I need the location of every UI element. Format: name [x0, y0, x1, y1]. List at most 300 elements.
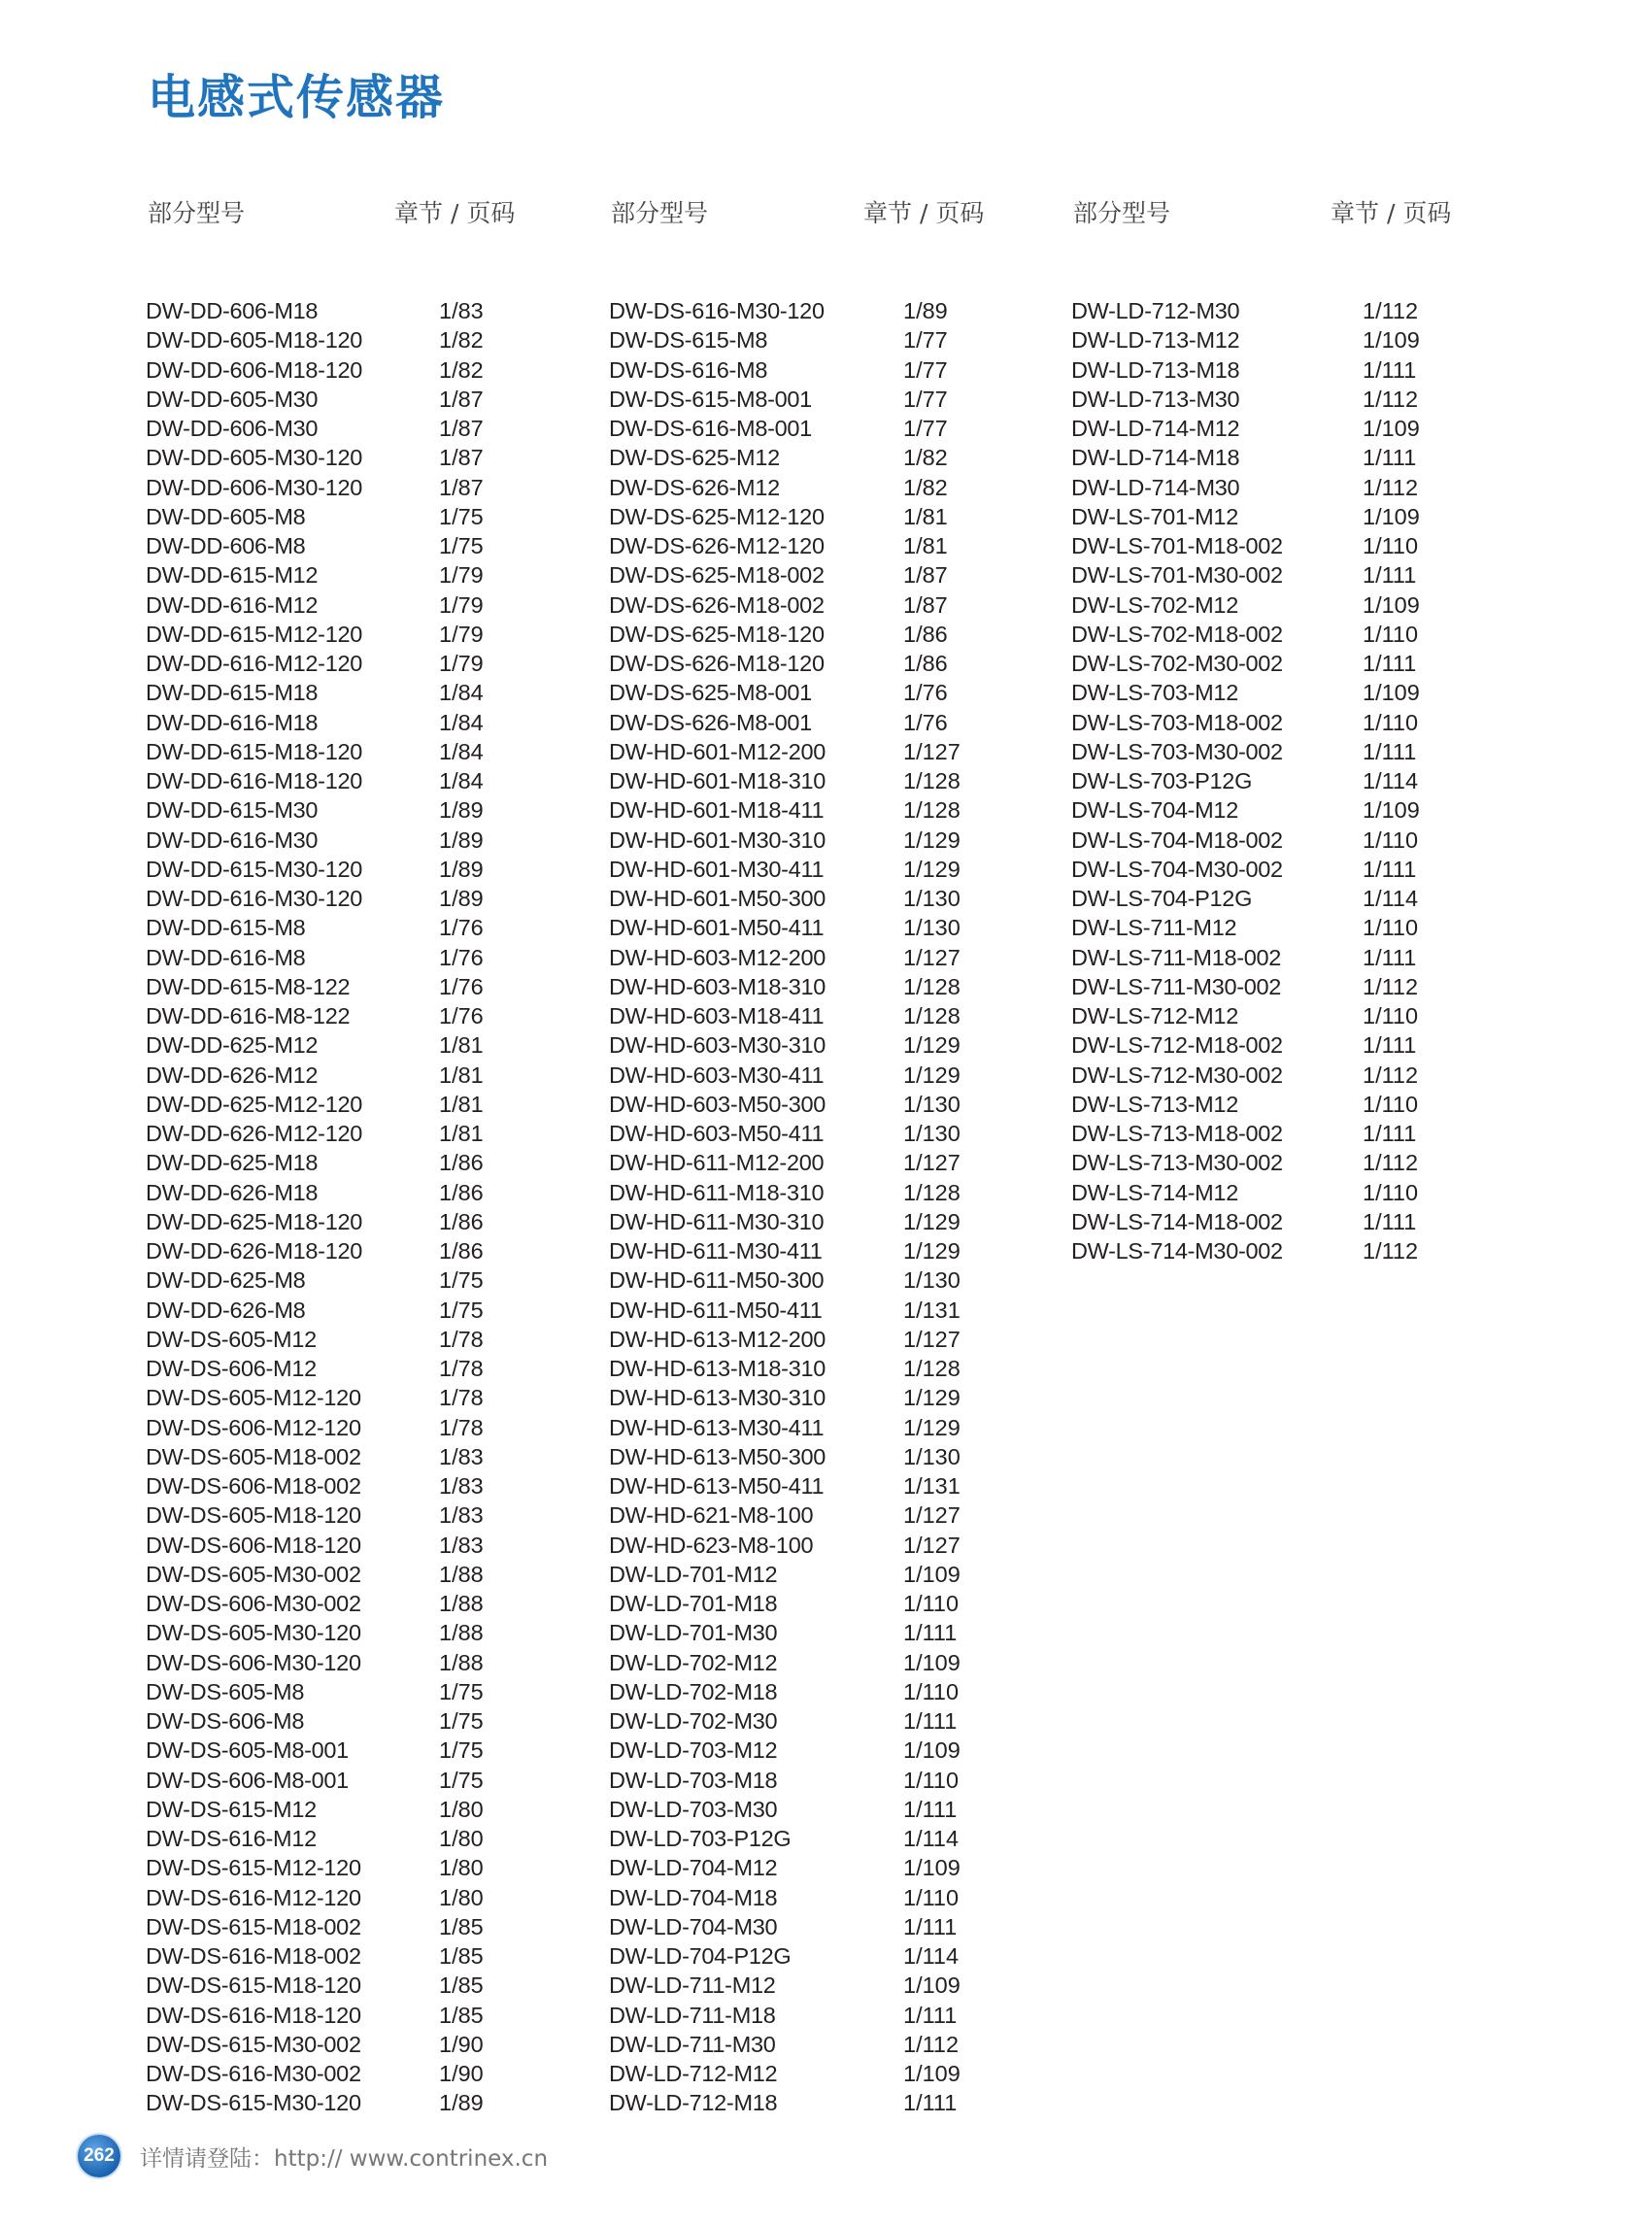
- part-number: DW-DD-605-M18-120: [146, 327, 363, 354]
- page-reference: 1/111: [903, 1620, 958, 1646]
- part-number: DW-DS-615-M12-120: [146, 1855, 361, 1881]
- page-reference: 1/109: [903, 1561, 961, 1587]
- page-reference: 1/111: [1363, 651, 1417, 676]
- part-number: DW-DD-625-M8: [146, 1267, 306, 1294]
- page-reference: 1/111: [1363, 944, 1417, 970]
- part-number: DW-DD-625-M18: [146, 1150, 319, 1176]
- part-number: DW-DD-616-M8-122: [146, 1003, 351, 1028]
- page-number-badge: 262: [78, 2135, 120, 2177]
- page-reference: 1/88: [439, 1649, 484, 1675]
- part-number: DW-DS-605-M18-002: [146, 1443, 361, 1469]
- part-number: DW-HD-613-M50-411: [609, 1473, 825, 1499]
- page-reference: 1/76: [439, 1003, 484, 1028]
- page-reference: 1/130: [903, 1443, 961, 1469]
- part-number: DW-HD-601-M30-310: [609, 826, 826, 853]
- page-reference: 1/128: [903, 1003, 961, 1028]
- part-number: DW-DS-606-M12-120: [146, 1414, 361, 1440]
- part-number: DW-HD-601-M12-200: [609, 738, 826, 764]
- page-reference: 1/79: [439, 621, 484, 647]
- part-number: DW-DD-616-M30: [146, 826, 319, 853]
- part-number: DW-LD-704-M30: [609, 1913, 778, 1939]
- page-reference: 1/75: [439, 1737, 484, 1764]
- page-reference: 1/83: [439, 1443, 484, 1469]
- page-reference: 1/89: [439, 856, 484, 882]
- page-reference: 1/79: [439, 591, 484, 618]
- page-reference: 1/110: [1363, 826, 1419, 853]
- part-number: DW-LS-713-M12: [1071, 1091, 1238, 1117]
- page-reference: 1/110: [903, 1767, 960, 1793]
- page-reference: 1/83: [439, 298, 484, 323]
- page-reference: 1/75: [439, 1297, 484, 1323]
- page-reference: 1/129: [903, 1062, 961, 1088]
- part-number: DW-LD-713-M12: [1071, 327, 1240, 354]
- part-number: DW-DD-625-M12-120: [146, 1091, 363, 1117]
- part-number: DW-DD-626-M12-120: [146, 1121, 363, 1146]
- part-number: DW-DS-606-M30-002: [146, 1591, 361, 1616]
- part-number: DW-LS-702-M18-002: [1071, 621, 1283, 647]
- page-reference: 1/111: [903, 1913, 958, 1939]
- page-reference: 1/111: [1363, 1208, 1417, 1234]
- page-reference: 1/109: [1363, 503, 1420, 529]
- page-reference: 1/112: [903, 2031, 960, 2057]
- part-number: DW-HD-601-M18-310: [609, 768, 826, 793]
- part-number: DW-LD-713-M30: [1071, 386, 1240, 412]
- part-number: DW-DS-615-M12: [146, 1796, 317, 1822]
- part-number: DW-LS-703-M12: [1071, 680, 1238, 706]
- page-reference: 1/114: [1363, 886, 1419, 911]
- part-number: DW-LD-703-M12: [609, 1737, 778, 1764]
- part-number: DW-HD-613-M12-200: [609, 1326, 826, 1352]
- part-number: DW-LD-714-M30: [1071, 474, 1240, 500]
- page-reference: 1/109: [903, 1972, 961, 1999]
- part-number: DW-LD-714-M12: [1071, 416, 1240, 441]
- page-reference: 1/111: [1363, 445, 1417, 471]
- page-reference: 1/111: [1363, 1121, 1417, 1146]
- page-reference: 1/111: [1363, 856, 1417, 882]
- part-number: DW-DS-605-M18-120: [146, 1502, 361, 1529]
- part-number: DW-DD-605-M30-120: [146, 445, 363, 471]
- page-reference: 1/129: [903, 826, 961, 853]
- page-reference: 1/128: [903, 1179, 961, 1205]
- page-reference: 1/87: [439, 386, 484, 412]
- part-number: DW-DD-626-M12: [146, 1062, 319, 1088]
- part-number: DW-DD-615-M18-120: [146, 738, 363, 764]
- footer: [78, 2135, 548, 2177]
- page-reference: 1/110: [1363, 709, 1419, 735]
- part-number: DW-HD-621-M8-100: [609, 1502, 814, 1529]
- page-reference: 1/127: [903, 944, 961, 970]
- part-number: DW-LS-712-M12: [1071, 1003, 1238, 1028]
- page-reference: 1/130: [903, 1091, 961, 1117]
- part-number: DW-LD-701-M30: [609, 1620, 778, 1646]
- page-reference: 1/110: [1363, 1091, 1419, 1117]
- page-reference: 1/82: [903, 445, 948, 471]
- page-reference: 1/127: [903, 738, 961, 764]
- part-number: DW-LD-704-M18: [609, 1884, 778, 1910]
- page-reference: 1/80: [439, 1826, 484, 1851]
- part-number: DW-DS-605-M30-002: [146, 1561, 361, 1587]
- part-number: DW-LD-704-M12: [609, 1855, 778, 1881]
- page-reference: 1/128: [903, 973, 961, 999]
- page-reference: 1/88: [439, 1561, 484, 1587]
- part-number-header: 部分型号: [148, 199, 246, 227]
- page-reference: 1/84: [439, 768, 484, 793]
- part-number: DW-DS-616-M8-001: [609, 416, 812, 441]
- page-reference: 1/81: [439, 1062, 484, 1088]
- part-number: DW-HD-613-M50-300: [609, 1443, 826, 1469]
- part-number: DW-LS-703-M18-002: [1071, 709, 1283, 735]
- page-reference: 1/76: [439, 973, 484, 999]
- page-reference: 1/82: [439, 356, 484, 383]
- part-number: DW-DS-616-M12-120: [146, 1884, 361, 1910]
- part-number: DW-HD-623-M8-100: [609, 1532, 814, 1558]
- page-reference: 1/109: [1363, 797, 1420, 824]
- part-number: DW-LD-702-M12: [609, 1649, 778, 1675]
- page-reference: 1/75: [439, 533, 484, 558]
- part-number: DW-DS-626-M18-120: [609, 651, 825, 676]
- page-reference: 1/76: [439, 915, 484, 941]
- page-reference: 1/89: [439, 2090, 484, 2116]
- part-number: DW-DS-625-M12: [609, 445, 780, 471]
- page-reference: 1/109: [1363, 327, 1420, 354]
- part-number: DW-DD-606-M18-120: [146, 356, 363, 383]
- part-number: DW-LD-703-M18: [609, 1767, 778, 1793]
- page-reference: 1/78: [439, 1385, 484, 1411]
- part-number: DW-DD-615-M30: [146, 797, 319, 824]
- page-reference: 1/85: [439, 2002, 484, 2028]
- part-number: DW-DD-616-M18-120: [146, 768, 363, 793]
- part-number: DW-DD-615-M12-120: [146, 621, 363, 647]
- part-number: DW-DD-626-M18: [146, 1179, 319, 1205]
- part-number: DW-HD-601-M30-411: [609, 856, 825, 882]
- page-reference: 1/130: [903, 915, 961, 941]
- page-reference: 1/111: [903, 1708, 958, 1734]
- part-number: DW-DS-616-M30-002: [146, 2061, 361, 2086]
- page-reference: 1/112: [1363, 1150, 1419, 1176]
- part-number: DW-DD-615-M8-122: [146, 973, 351, 999]
- page-reference: 1/87: [439, 474, 484, 500]
- page-reference: 1/86: [439, 1208, 484, 1234]
- page-reference: 1/109: [903, 1737, 961, 1764]
- part-number: DW-LD-712-M12: [609, 2061, 778, 2086]
- part-number: DW-LS-702-M30-002: [1071, 651, 1283, 676]
- part-number: DW-HD-603-M30-310: [609, 1032, 826, 1059]
- page-reference: 1/79: [439, 651, 484, 676]
- part-number: DW-DS-605-M12: [146, 1326, 317, 1352]
- page-reference: 1/77: [903, 356, 948, 383]
- page-reference: 1/89: [439, 797, 484, 824]
- part-number: DW-LD-713-M18: [1071, 356, 1240, 383]
- page-reference: 1/77: [903, 327, 948, 354]
- part-number: DW-HD-603-M50-300: [609, 1091, 826, 1117]
- page-reference: 1/86: [439, 1238, 484, 1264]
- part-number: DW-DD-615-M30-120: [146, 856, 363, 882]
- page-reference: 1/109: [903, 1649, 961, 1675]
- page-reference: 1/130: [903, 1121, 961, 1146]
- part-number: DW-DD-605-M30: [146, 386, 319, 412]
- part-number: DW-LS-712-M30-002: [1071, 1062, 1283, 1088]
- page-reference: 1/76: [903, 709, 948, 735]
- part-number: DW-DS-625-M18-002: [609, 562, 825, 589]
- part-number: DW-LS-714-M30-002: [1071, 1238, 1283, 1264]
- page-reference: 1/81: [439, 1091, 484, 1117]
- part-number: DW-DS-606-M30-120: [146, 1649, 361, 1675]
- part-number: DW-DD-615-M12: [146, 562, 319, 589]
- page-reference: 1/76: [903, 680, 948, 706]
- page-reference: 1/130: [903, 1267, 961, 1294]
- page-reference: 1/130: [903, 886, 961, 911]
- part-number: DW-HD-603-M50-411: [609, 1121, 825, 1146]
- part-number: DW-HD-603-M18-310: [609, 973, 826, 999]
- part-number: DW-DD-616-M12-120: [146, 651, 363, 676]
- page-reference: 1/77: [903, 386, 948, 412]
- page-reference: 1/85: [439, 1943, 484, 1969]
- page-reference: 1/110: [903, 1591, 960, 1616]
- page-reference: 1/112: [1363, 1238, 1419, 1264]
- page-reference: 1/81: [903, 533, 948, 558]
- part-number: DW-LS-704-M18-002: [1071, 826, 1283, 853]
- page-reference: 1/109: [903, 1855, 961, 1881]
- part-number: DW-DD-626-M8: [146, 1297, 306, 1323]
- page-reference: 1/88: [439, 1620, 484, 1646]
- page-reference: 1/88: [439, 1591, 484, 1616]
- part-number: DW-LD-702-M30: [609, 1708, 778, 1734]
- part-number: DW-LS-711-M30-002: [1071, 973, 1282, 999]
- page-reference: 1/110: [1363, 915, 1419, 941]
- part-number: DW-HD-611-M12-200: [609, 1150, 825, 1176]
- part-number: DW-HD-611-M30-411: [609, 1238, 823, 1264]
- page-reference: 1/78: [439, 1356, 484, 1381]
- part-number: DW-DD-616-M18: [146, 709, 319, 735]
- page-reference: 1/75: [439, 1708, 484, 1734]
- page-reference: 1/79: [439, 562, 484, 589]
- part-number: DW-DS-606-M18-002: [146, 1473, 361, 1499]
- part-number: DW-LS-714-M12: [1071, 1179, 1238, 1205]
- part-number: DW-DS-626-M12-120: [609, 533, 825, 558]
- page-reference: 1/82: [903, 474, 948, 500]
- page-reference: 1/129: [903, 1385, 961, 1411]
- part-number: DW-HD-603-M30-411: [609, 1062, 825, 1088]
- page-reference: 1/129: [903, 1032, 961, 1059]
- part-number: DW-LS-702-M12: [1071, 591, 1238, 618]
- part-number: DW-HD-613-M18-310: [609, 1356, 826, 1381]
- part-number: DW-DS-616-M18-120: [146, 2002, 361, 2028]
- page-reference: 1/114: [903, 1826, 960, 1851]
- page-reference: 1/83: [439, 1502, 484, 1529]
- page-reference: 1/81: [439, 1121, 484, 1146]
- part-number: DW-DD-605-M8: [146, 503, 306, 529]
- part-number: DW-DS-615-M18-120: [146, 1972, 361, 1999]
- part-number: DW-DD-626-M18-120: [146, 1238, 363, 1264]
- page-reference: 1/86: [439, 1150, 484, 1176]
- page-reference: 1/85: [439, 1913, 484, 1939]
- page-reference: 1/89: [439, 886, 484, 911]
- part-number: DW-LD-704-P12G: [609, 1943, 792, 1969]
- page-reference: 1/110: [1363, 1003, 1419, 1028]
- part-number: DW-DS-626-M8-001: [609, 709, 812, 735]
- part-number: DW-DS-606-M8-001: [146, 1767, 349, 1793]
- page-reference: 1/129: [903, 1208, 961, 1234]
- page-reference: 1/129: [903, 1238, 961, 1264]
- part-number: DW-LD-711-M12: [609, 1972, 776, 1999]
- part-number: DW-HD-611-M18-310: [609, 1179, 825, 1205]
- page-header: 章节 / 页码: [863, 199, 985, 227]
- part-number: DW-DD-616-M8: [146, 944, 306, 970]
- page-reference: 1/90: [439, 2061, 484, 2086]
- part-number: DW-DD-615-M18: [146, 680, 319, 706]
- part-number: DW-LD-701-M12: [609, 1561, 778, 1587]
- part-number: DW-LS-711-M12: [1071, 915, 1237, 941]
- page-reference: 1/111: [903, 1796, 958, 1822]
- page-reference: 1/86: [439, 1179, 484, 1205]
- part-number: DW-DS-616-M8: [609, 356, 768, 383]
- page-reference: 1/128: [903, 1356, 961, 1381]
- page-reference: 1/127: [903, 1532, 961, 1558]
- part-number: DW-LS-704-M12: [1071, 797, 1238, 824]
- page-reference: 1/114: [1363, 768, 1419, 793]
- page-reference: 1/75: [439, 1767, 484, 1793]
- page-reference: 1/78: [439, 1326, 484, 1352]
- part-number: DW-LS-704-P12G: [1071, 886, 1253, 911]
- part-number: DW-DS-616-M12: [146, 1826, 317, 1851]
- page-reference: 1/109: [1363, 591, 1420, 618]
- part-number: DW-DS-606-M8: [146, 1708, 305, 1734]
- page-reference: 1/84: [439, 680, 484, 706]
- part-number: DW-HD-613-M30-411: [609, 1414, 825, 1440]
- part-number-header: 部分型号: [1073, 199, 1171, 227]
- page-reference: 1/110: [903, 1678, 960, 1704]
- part-number: DW-HD-603-M18-411: [609, 1003, 825, 1028]
- part-number: DW-DS-615-M30-002: [146, 2031, 361, 2057]
- page-reference: 1/87: [439, 445, 484, 471]
- part-number: DW-LD-703-M30: [609, 1796, 778, 1822]
- page-reference: 1/80: [439, 1855, 484, 1881]
- page-reference: 1/90: [439, 2031, 484, 2057]
- page-reference: 1/111: [903, 2090, 958, 2116]
- part-number: DW-LD-712-M30: [1071, 298, 1240, 323]
- part-number: DW-DD-606-M30: [146, 416, 319, 441]
- part-number: DW-LD-701-M18: [609, 1591, 778, 1616]
- part-number: DW-DS-626-M12: [609, 474, 780, 500]
- page-reference: 1/84: [439, 709, 484, 735]
- part-number: DW-DS-606-M12: [146, 1356, 317, 1381]
- part-number-header: 部分型号: [611, 199, 709, 227]
- part-number: DW-DD-616-M30-120: [146, 886, 363, 911]
- page-reference: 1/78: [439, 1414, 484, 1440]
- part-number: DW-HD-611-M30-310: [609, 1208, 825, 1234]
- part-number: DW-LS-701-M12: [1071, 503, 1238, 529]
- page-reference: 1/114: [903, 1943, 960, 1969]
- page-reference: 1/111: [1363, 562, 1417, 589]
- part-number: DW-LS-701-M18-002: [1071, 533, 1283, 558]
- part-number: DW-DD-606-M30-120: [146, 474, 363, 500]
- part-number: DW-DS-615-M8: [609, 327, 768, 354]
- page-reference: 1/81: [903, 503, 948, 529]
- page-reference: 1/80: [439, 1796, 484, 1822]
- page-reference: 1/109: [903, 2061, 961, 2086]
- page-reference: 1/89: [439, 826, 484, 853]
- page-reference: 1/127: [903, 1150, 961, 1176]
- page-reference: 1/89: [903, 298, 948, 323]
- part-number: DW-DD-606-M18: [146, 298, 319, 323]
- page-reference: 1/109: [1363, 680, 1420, 706]
- part-number: DW-DS-625-M8-001: [609, 680, 812, 706]
- page-reference: 1/76: [439, 944, 484, 970]
- page-reference: 1/83: [439, 1532, 484, 1558]
- part-number: DW-DS-605-M8: [146, 1678, 305, 1704]
- part-number: DW-HD-611-M50-411: [609, 1297, 823, 1323]
- page-reference: 1/112: [1363, 298, 1419, 323]
- part-number: DW-DS-625-M12-120: [609, 503, 825, 529]
- page-reference: 1/129: [903, 856, 961, 882]
- part-number: DW-HD-613-M30-310: [609, 1385, 826, 1411]
- part-number: DW-LD-702-M18: [609, 1678, 778, 1704]
- part-number: DW-DD-625-M12: [146, 1032, 319, 1059]
- page-reference: 1/111: [1363, 1032, 1417, 1059]
- part-number: DW-DS-616-M30-120: [609, 298, 825, 323]
- page-reference: 1/77: [903, 416, 948, 441]
- part-number: DW-LD-711-M18: [609, 2002, 776, 2028]
- page-reference: 1/84: [439, 738, 484, 764]
- page-reference: 1/111: [903, 2002, 958, 2028]
- page-reference: 1/111: [1363, 356, 1417, 383]
- page-reference: 1/87: [903, 591, 948, 618]
- part-number: DW-DS-605-M8-001: [146, 1737, 349, 1764]
- part-number: DW-DS-605-M12-120: [146, 1385, 361, 1411]
- footer-website-text: 详情请登陆：http:// www.contrinex.cn: [140, 2145, 549, 2172]
- part-number: DW-LS-713-M18-002: [1071, 1121, 1283, 1146]
- page-reference: 1/83: [439, 1473, 484, 1499]
- page-reference: 1/112: [1363, 474, 1419, 500]
- part-number: DW-DS-616-M18-002: [146, 1943, 361, 1969]
- page-reference: 1/131: [903, 1473, 961, 1499]
- part-number: DW-HD-601-M18-411: [609, 797, 825, 824]
- page-reference: 1/110: [1363, 1179, 1419, 1205]
- page-reference: 1/87: [439, 416, 484, 441]
- part-number: DW-LS-703-M30-002: [1071, 738, 1283, 764]
- page-reference: 1/127: [903, 1326, 961, 1352]
- part-number: DW-LD-712-M18: [609, 2090, 778, 2116]
- page-reference: 1/109: [1363, 416, 1420, 441]
- page-reference: 1/112: [1363, 386, 1419, 412]
- part-number: DW-DD-625-M18-120: [146, 1208, 363, 1234]
- page-reference: 1/131: [903, 1297, 961, 1323]
- part-number: DW-DS-606-M18-120: [146, 1532, 361, 1558]
- page-reference: 1/86: [903, 621, 948, 647]
- page-reference: 1/87: [903, 562, 948, 589]
- page-reference: 1/128: [903, 768, 961, 793]
- page-reference: 1/127: [903, 1502, 961, 1529]
- part-number: DW-HD-601-M50-411: [609, 915, 825, 941]
- page-reference: 1/110: [1363, 621, 1419, 647]
- page-header: 章节 / 页码: [394, 199, 516, 227]
- page-reference: 1/75: [439, 1678, 484, 1704]
- part-number: DW-HD-603-M12-200: [609, 944, 826, 970]
- page-reference: 1/112: [1363, 1062, 1419, 1088]
- page-reference: 1/112: [1363, 973, 1419, 999]
- part-number: DW-HD-611-M50-300: [609, 1267, 825, 1294]
- page-reference: 1/110: [1363, 533, 1419, 558]
- part-number: DW-LD-711-M30: [609, 2031, 776, 2057]
- part-number: DW-LD-703-P12G: [609, 1826, 792, 1851]
- part-number: DW-DD-615-M8: [146, 915, 306, 941]
- part-number: DW-DS-615-M30-120: [146, 2090, 361, 2116]
- part-number: DW-DS-615-M8-001: [609, 386, 812, 412]
- page-reference: 1/75: [439, 1267, 484, 1294]
- part-number: DW-LS-701-M30-002: [1071, 562, 1283, 589]
- part-number: DW-LS-704-M30-002: [1071, 856, 1283, 882]
- part-number: DW-DD-606-M8: [146, 533, 306, 558]
